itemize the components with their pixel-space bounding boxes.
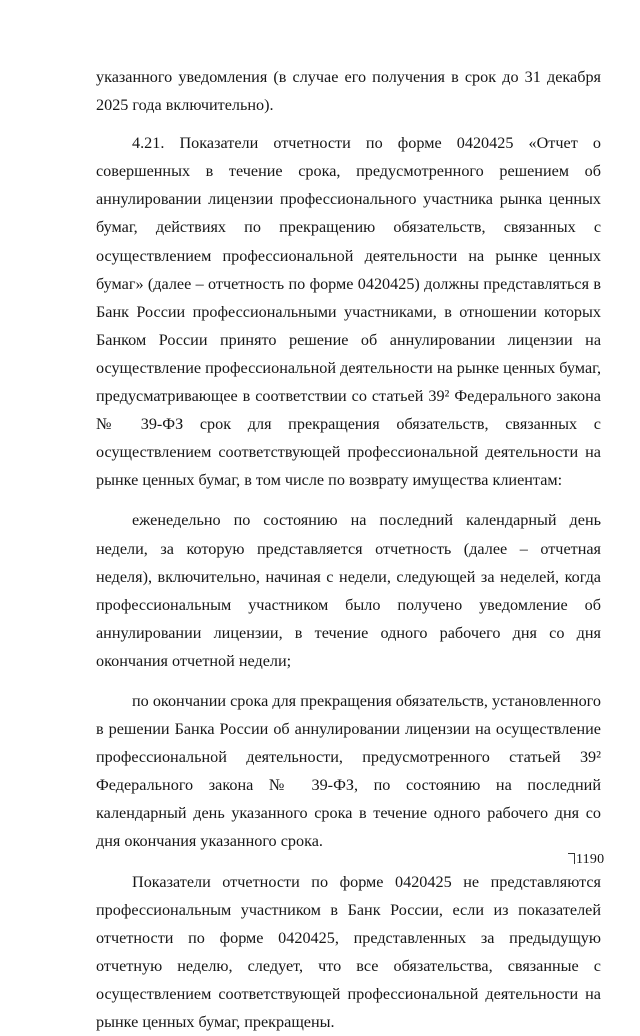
page-mark-icon: [568, 853, 575, 864]
paragraph-term-end: по окончании срока для прекращения обязательств, установленного в решении Банка России об аннулировании лицензии на осуществление профессиональной деятельности, предусмотренного статьей 39² Федерального закона № 39-ФЗ, по состоянию на последний календарный день указанного срока в течение одного рабочего дня со дня окончания указанного срока.: [96, 691, 601, 851]
page-number: [568, 852, 604, 868]
document-page: [96, 63, 601, 1036]
paragraph-4-21: 4.21. Показатели отчетности по форме 0420425 «Отчет о совершенных в течение срока, предусмотренного решением об аннулировании лицензии профессионального участника рынка ценных бумаг, действиях по прекращению обязательств, связанных с осуществлением профессиональной деятельности на рынке ценных бумаг» (далее – отчетность по форме 0420425) должны представляться в Банк России профессиональными участниками, в отношении которых Банком России принято решение об аннулировании лицензии на осуществление профессиональной деятельности на рынке ценных бумаг, предусматривающее в соответствии со статьей 39² Федерального закона № 39-ФЗ срок для прекращения обязательств, связанных с осуществлением соответствующей профессиональной деятельности на рынке ценных бумаг, в том числе по возврату имущества клиентам:: [96, 134, 601, 490]
paragraph-not-submitted: Показатели отчетности по форме 0420425 не представляются профессиональным участником в Банк России, если из показателей отчетности по форме 0420425, представленных за предыдущую отчетную неделю, следует, что все обязательства, связанные с осуществлением соответствующей профессиональной деятельности на рынке ценных бумаг, прекращены.: [96, 872, 601, 1031]
page-number-text: 1190: [576, 852, 605, 867]
paragraph-weekly: еженедельно по состоянию на последний календарный день недели, за которую представляется отчетность (далее – отчетная неделя), включительно, начиная с недели, следующей за неделей, когда профессиональным участником было получено уведомление об аннулировании лицензии, в течение одного рабочего дня со дня окончания отчетной недели;: [96, 511, 601, 670]
paragraph-notice-continuation: указанного уведомления (в случае его получения в срок до 31 декабря 2025 года включительно).: [96, 68, 601, 115]
